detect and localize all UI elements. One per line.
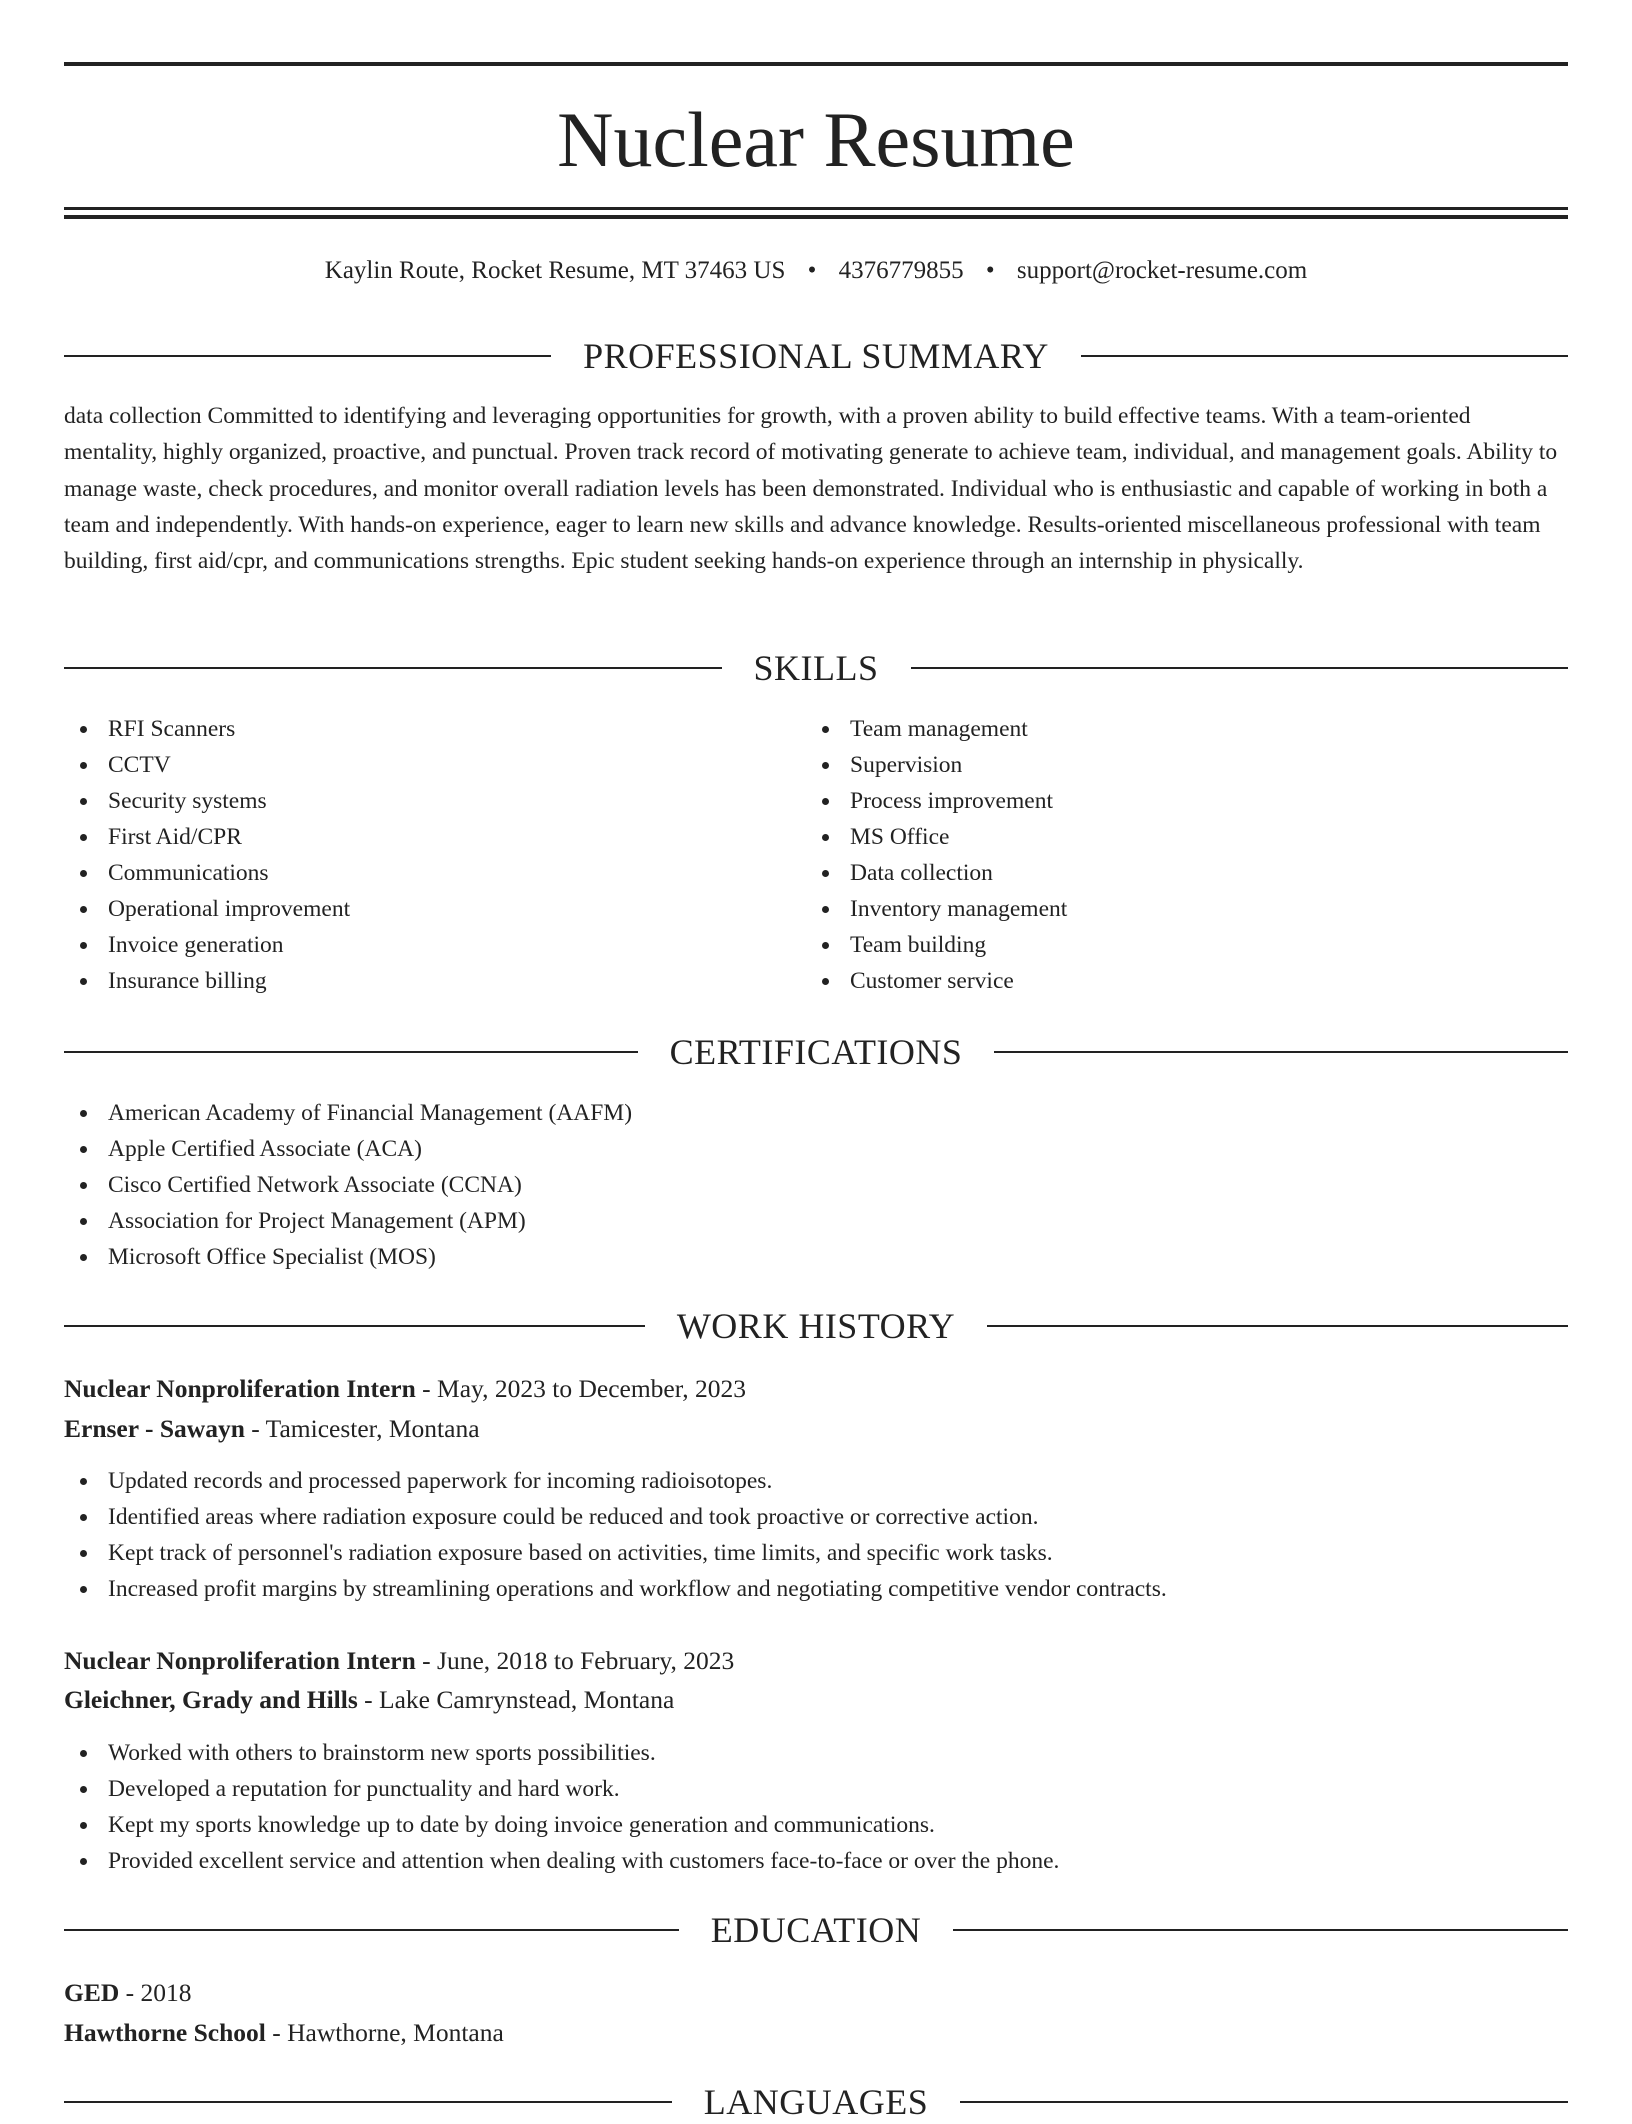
section-heading-languages	[64, 2080, 1568, 2124]
job-title-line	[64, 1642, 734, 1680]
section-title: WORK HISTORY	[676, 1306, 956, 1346]
job-employer-line	[64, 1410, 480, 1448]
job-dates: - June, 2018 to February, 2023	[415, 1646, 735, 1675]
section-title: SKILLS	[753, 648, 879, 688]
skills-list-right	[806, 711, 1067, 999]
skill-item: Process improvement	[806, 783, 1067, 819]
job-company: Gleichner, Grady and Hills	[64, 1685, 358, 1714]
skill-item: Communications	[64, 855, 350, 891]
education-location: - Hawthorne, Montana	[265, 2018, 504, 2047]
heading-rule	[64, 1325, 645, 1327]
education-school-line	[64, 2014, 504, 2052]
education-degree: GED	[64, 1978, 120, 2007]
job-location: - Tamicester, Montana	[244, 1414, 480, 1443]
contact-address: Kaylin Route, Rocket Resume, MT 37463 US	[324, 257, 786, 284]
heading-rule	[953, 1929, 1568, 1931]
heading-rule	[64, 667, 722, 669]
job-dates: - May, 2023 to December, 2023	[415, 1374, 746, 1403]
certification-item: Microsoft Office Specialist (MOS)	[64, 1239, 632, 1275]
education-school: Hawthorne School	[64, 2018, 266, 2047]
certification-item: American Academy of Financial Management (AAFM)	[64, 1095, 632, 1131]
job-bullet: Worked with others to brainstorm new sports possibilities.	[64, 1735, 1059, 1771]
skill-item: Operational improvement	[64, 891, 350, 927]
skill-item: Data collection	[806, 855, 1067, 891]
heading-rule	[1081, 355, 1568, 357]
certification-item: Association for Project Management (APM)	[64, 1203, 632, 1239]
skill-item: Customer service	[806, 963, 1067, 999]
section-heading-summary	[64, 334, 1568, 378]
job-title: Nuclear Nonproliferation Intern	[64, 1374, 416, 1403]
heading-rule	[960, 2101, 1568, 2103]
certification-item: Apple Certified Associate (ACA)	[64, 1131, 632, 1167]
education-degree-line	[64, 1974, 192, 2012]
section-heading-skills	[64, 646, 1568, 690]
section-title: LANGUAGES	[703, 2082, 929, 2122]
heading-rule	[64, 1929, 679, 1931]
heading-rule	[64, 2101, 672, 2103]
professional-summary-text: data collection Committed to identifying and leveraging opportunities for growth, with a proven ability to build effective teams. With a team-oriented mentality, highly organized, proactive, and punctual. Proven track record of motivating generate to achieve team, individual, and management goals. Ability to manage waste, check procedures, and monitor overall radiation levels has been demonstrated. Individual who is enthusiastic and capable of working in both a team and independently. With hands-on experience, eager to learn new skills and advance knowledge. Results-oriented miscellaneous professional with team building, first aid/cpr, and communications strengths. Epic student seeking hands-on experience through an internship in physically.	[64, 403, 1558, 575]
job-title: Nuclear Nonproliferation Intern	[64, 1646, 416, 1675]
contact-separator: •	[807, 257, 817, 284]
resume-name: Nuclear Resume	[557, 96, 1075, 183]
job-bullet: Updated records and processed paperwork for incoming radioisotopes.	[64, 1463, 1167, 1499]
section-title: PROFESSIONAL SUMMARY	[583, 336, 1049, 376]
skill-item: Invoice generation	[64, 927, 350, 963]
heading-rule	[64, 355, 551, 357]
job-bullets	[64, 1463, 1167, 1607]
job-bullet: Developed a reputation for punctuality and hard work.	[64, 1771, 1059, 1807]
skills-list-left	[64, 711, 350, 999]
contact-line	[64, 253, 1568, 289]
skill-item: Security systems	[64, 783, 350, 819]
job-bullet: Increased profit margins by streamlining operations and workflow and negotiating competitive vendor contracts.	[64, 1571, 1167, 1607]
section-title: CERTIFICATIONS	[669, 1032, 963, 1072]
header-rule-lower	[64, 215, 1568, 219]
heading-rule	[987, 1325, 1568, 1327]
job-bullet: Identified areas where radiation exposure could be reduced and took proactive or corrective action.	[64, 1499, 1167, 1535]
section-heading-work-history	[64, 1304, 1568, 1348]
skill-item: MS Office	[806, 819, 1067, 855]
contact-phone: 4376779855	[838, 257, 964, 284]
section-title: EDUCATION	[710, 1910, 922, 1950]
heading-rule	[64, 1051, 638, 1053]
contact-email: support@rocket-resume.com	[1016, 257, 1308, 284]
skill-item: Inventory management	[806, 891, 1067, 927]
heading-rule	[994, 1051, 1568, 1053]
top-rule	[64, 62, 1568, 66]
skill-item: First Aid/CPR	[64, 819, 350, 855]
skill-item: Team building	[806, 927, 1067, 963]
job-bullet: Provided excellent service and attention when dealing with customers face-to-face or over the phone.	[64, 1843, 1059, 1879]
skill-item: Team management	[806, 711, 1067, 747]
contact-separator: •	[985, 257, 995, 284]
job-title-line	[64, 1370, 746, 1408]
skill-item: RFI Scanners	[64, 711, 350, 747]
job-location: - Lake Camrynstead, Montana	[357, 1685, 675, 1714]
section-heading-certifications	[64, 1030, 1568, 1074]
job-bullets	[64, 1735, 1059, 1879]
section-heading-education	[64, 1908, 1568, 1952]
education-year: - 2018	[119, 1978, 192, 2007]
job-bullet: Kept my sports knowledge up to date by doing invoice generation and communications.	[64, 1807, 1059, 1843]
heading-rule	[911, 667, 1569, 669]
skill-item: Insurance billing	[64, 963, 350, 999]
job-company: Ernser - Sawayn	[64, 1414, 245, 1443]
certifications-list	[64, 1095, 632, 1275]
header-rule-upper	[64, 207, 1568, 210]
certification-item: Cisco Certified Network Associate (CCNA)	[64, 1167, 632, 1203]
job-bullet: Kept track of personnel's radiation exposure based on activities, time limits, and specific work tasks.	[64, 1535, 1167, 1571]
job-employer-line	[64, 1681, 674, 1719]
skill-item: Supervision	[806, 747, 1067, 783]
skill-item: CCTV	[64, 747, 350, 783]
